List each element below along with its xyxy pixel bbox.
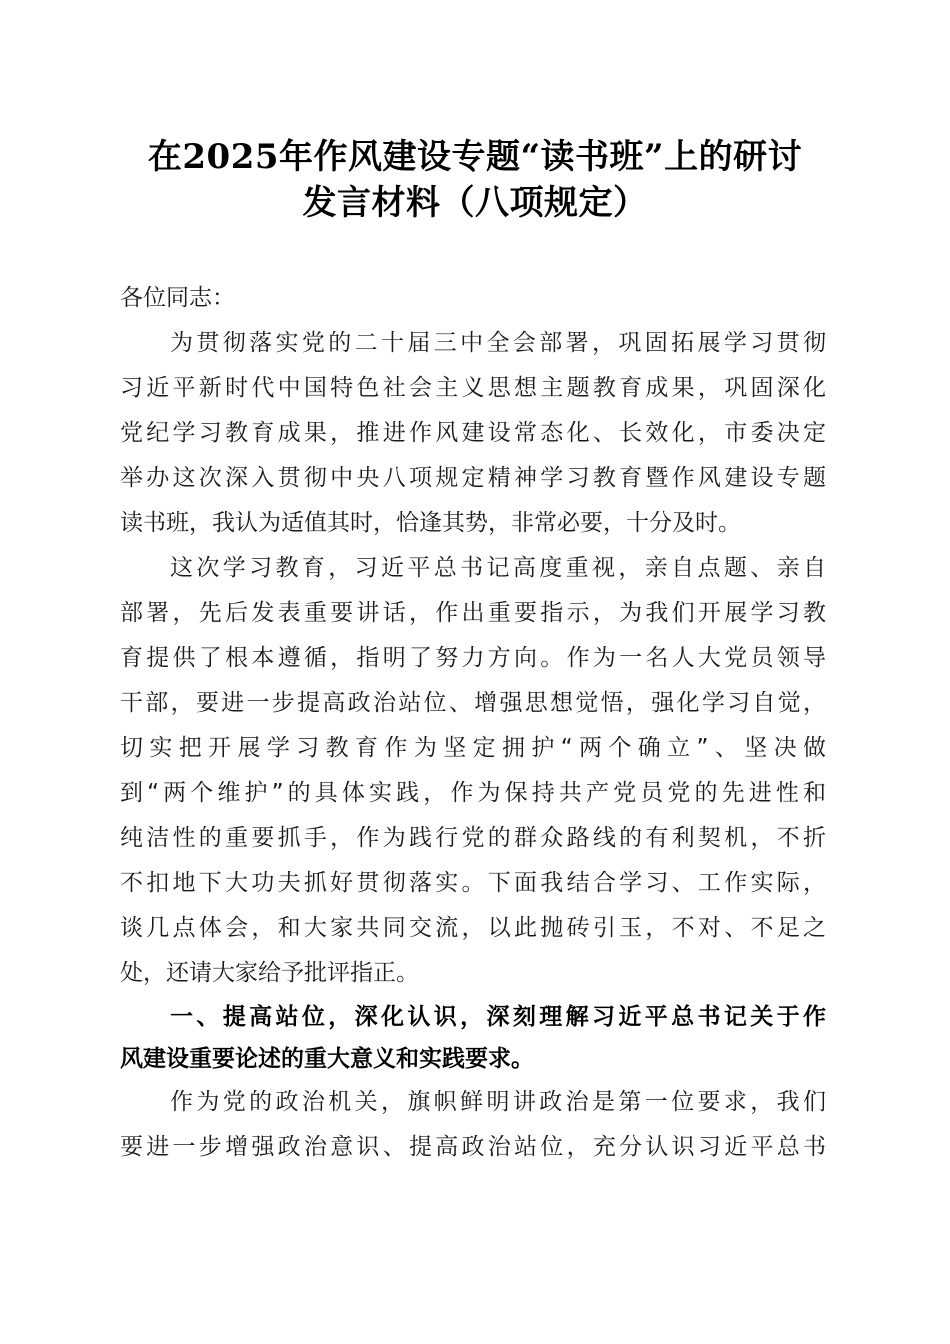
paragraph-line: 习近平新时代中国特色社会主义思想主题教育成果，巩固深化 <box>120 375 826 401</box>
paragraph-line: 育提供了根本遵循，指明了努力方向。作为一名人大党员领导 <box>120 645 826 671</box>
paragraph-line: 这次学习教育，习近平总书记高度重视，亲自点题、亲自 <box>170 555 826 581</box>
paragraph-3 <box>120 1080 826 1170</box>
paragraph-line: 到“两个维护”的具体实践，作为保持共产党员党的先进性和 <box>120 780 826 806</box>
heading-line: 一、提高站位，深化认识，深刻理解习近平总书记关于作 <box>170 1004 826 1030</box>
paragraph-line: 切实把开展学习教育作为坚定拥护“两个确立”、坚决做 <box>120 735 826 761</box>
paragraph-line: 作为党的政治机关，旗帜鲜明讲政治是第一位要求，我们 <box>170 1089 826 1115</box>
section-heading-1 <box>120 996 826 1080</box>
paragraph-1 <box>120 321 826 546</box>
paragraph-line: 为贯彻落实党的二十届三中全会部署，巩固拓展学习贯彻 <box>170 330 826 356</box>
paragraph-line: 部署，先后发表重要讲话，作出重要指示，为我们开展学习教 <box>120 600 826 626</box>
paragraph-line: 纯洁性的重要抓手，作为践行党的群众路线的有利契机，不折 <box>120 825 826 851</box>
document-title <box>100 134 850 226</box>
paragraph-line: 谈几点体会，和大家共同交流，以此抛砖引玉，不对、不足之 <box>120 915 826 941</box>
paragraph-line: 不扣地下大功夫抓好贯彻落实。下面我结合学习、工作实际， <box>120 870 826 896</box>
salutation: 各位同志： <box>120 285 235 311</box>
heading-line: 风建设重要论述的重大意义和实践要求。 <box>120 1046 534 1072</box>
document-body <box>120 276 826 1170</box>
paragraph-line: 举办这次深入贯彻中央八项规定精神学习教育暨作风建设专题 <box>120 465 826 491</box>
paragraph-line: 处，还请大家给予批评指正。 <box>120 960 419 986</box>
paragraph-line: 干部，要进一步提高政治站位、增强思想觉悟，强化学习自觉， <box>120 690 826 716</box>
paragraph-line: 党纪学习教育成果，推进作风建设常态化、长效化，市委决定 <box>120 420 826 446</box>
title-line-2: 发言材料（八项规定） <box>302 183 648 223</box>
paragraph-line: 读书班，我认为适值其时，恰逢其势，非常必要，十分及时。 <box>120 510 741 536</box>
paragraph-2 <box>120 546 826 996</box>
paragraph-line: 要进一步增强政治意识、提高政治站位，充分认识习近平总书 <box>120 1134 826 1160</box>
title-line-1: 在2025年作风建设专题“读书班”上的研讨 <box>147 137 803 177</box>
